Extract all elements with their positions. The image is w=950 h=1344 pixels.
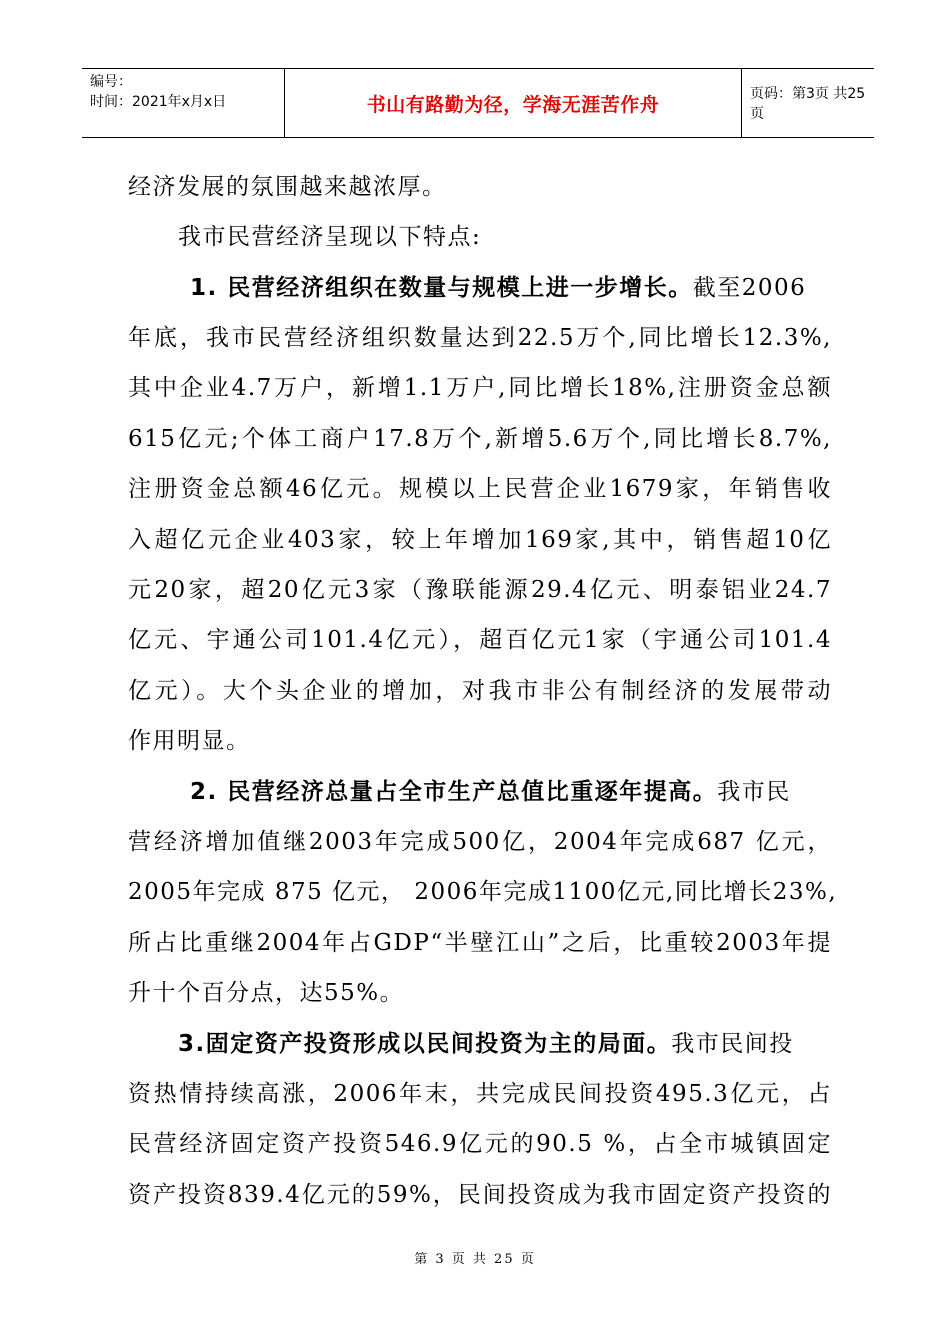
paragraph-line: 资热情持续高涨，2006年末，共完成民间投资495.3亿元，占 [128, 1081, 832, 1107]
paragraph-line: 资产投资839.4亿元的59%，民间投资成为我市固定资产投资的 [128, 1182, 832, 1208]
paragraph-line: 615亿元;个体工商户17.8万个,新增5.6万个,同比增长8.7%, [128, 426, 832, 452]
section-3-heading: 3.固定资产投资形成以民间投资为主的局面。 [178, 1031, 672, 1057]
paragraph-line: 我市民营经济呈现以下特点: [178, 224, 482, 250]
section-3-text: 我市民间投 [671, 1031, 794, 1057]
paragraph-line: 所占比重继2004年占GDP“半壁江山”之后，比重较2003年提 [128, 930, 832, 956]
section-2-text: 我市民 [717, 779, 791, 805]
doc-date-label: 时间：2021年x月x日 [90, 94, 227, 110]
paragraph-line: 2005年完成 875 亿元， 2006年完成1100亿元,同比增长23%, [128, 879, 838, 905]
paragraph-line: 民营经济固定资产投资546.9亿元的90.5 %，占全市城镇固定 [128, 1131, 832, 1157]
paragraph-line: 注册资金总额46亿元。规模以上民营企业1679家，年销售收 [128, 476, 832, 502]
paragraph-line: 亿元）。大个头企业的增加，对我市非公有制经济的发展带动 [128, 678, 832, 704]
section-2-first-line [190, 777, 791, 807]
header-page-label: 页码：第3页 共25页 [750, 86, 866, 122]
paragraph-line: 年底，我市民营经济组织数量达到22.5万个,同比增长12.3%, [128, 325, 832, 351]
section-1-heading: 1. 民营经济组织在数量与规模上进一步增长。 [190, 275, 693, 301]
page-footer: 第 3 页 共 25 页 [414, 1252, 536, 1267]
paragraph-line: 入超亿元企业403家，较上年增加169家,其中，销售超10亿 [128, 527, 832, 553]
document-header [82, 68, 874, 138]
section-1-text: 截至2006 [692, 275, 807, 301]
paragraph-line: 营经济增加值继2003年完成500亿，2004年完成687 亿元， [128, 829, 832, 855]
section-2-heading: 2. 民营经济总量占全市生产总值比重逐年提高。 [190, 779, 718, 805]
paragraph-line: 亿元、宇通公司101.4亿元），超百亿元1家（宇通公司101.4 [128, 627, 832, 653]
paragraph-line: 经济发展的氛围越来越浓厚。 [128, 174, 447, 200]
header-meta [82, 69, 284, 137]
section-1-first-line [190, 273, 806, 303]
header-motto: 书山有路勤为径，学海无涯苦作舟 [284, 69, 742, 137]
paragraph-line: 升十个百分点，达55%。 [128, 980, 405, 1006]
section-3-first-line [178, 1029, 794, 1059]
paragraph-line: 作用明显。 [128, 728, 251, 754]
paragraph-line: 其中企业4.7万户，新增1.1万户,同比增长18%,注册资金总额 [128, 375, 832, 401]
doc-number-label: 编号： [90, 74, 132, 90]
paragraph-line: 元20家，超20亿元3家（豫联能源29.4亿元、明泰铝业24.7 [128, 577, 832, 603]
